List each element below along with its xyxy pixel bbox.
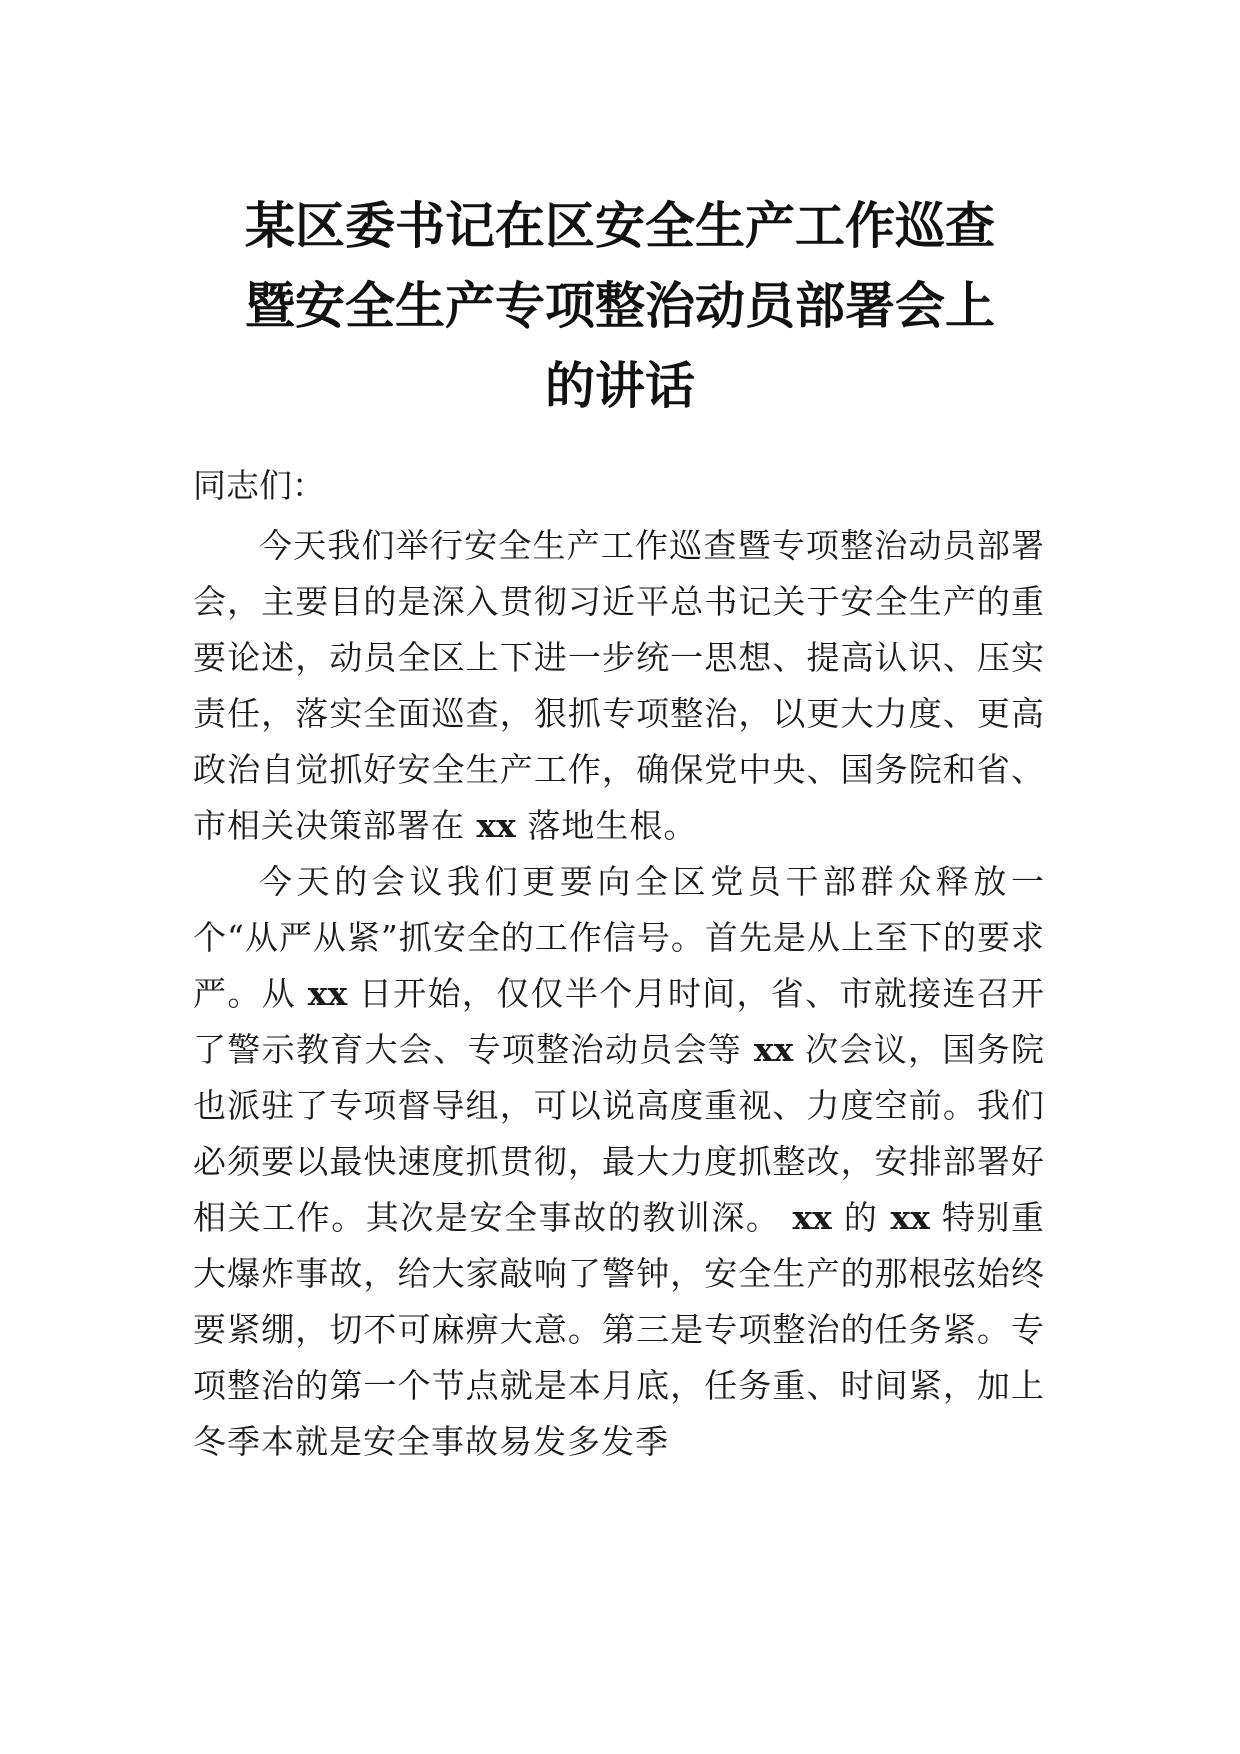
- title-line-1: 某区委书记在区安全生产工作巡查: [245, 197, 995, 255]
- document-title: [150, 186, 1090, 426]
- paragraph-1: 今天我们举行安全生产工作巡查暨专项整治动员部署会，主要目的是深入贯彻习近平总书记关于安全生产的重要论述，动员全区上下进一步统一思想、提高认识、压实责任，落实全面巡查，狠抓专项整治，以更大力度、更高政治自觉抓好安全生产工作，确保党中央、国务院和省、市相关决策部署在 xx 落地生根。: [193, 526, 1045, 845]
- title-line-3: 的讲话: [545, 357, 695, 415]
- salutation: 同志们：: [193, 466, 325, 505]
- paragraph-2: 今天的会议我们更要向全区党员干部群众释放一个“从严从紧”抓安全的工作信号。首先是从上至下的要求严。从 xx 日开始，仅仅半个月时间，省、市就接连召开了警示教育大会、专项整治动员会等 xx 次会议，国务院也派驻了专项督导组，可以说高度重视、力度空前。我们必须要以最快速度抓贯彻，最大力度抓整改，安排部署好相关工作。其次是安全事故的教训深。 xx 的 xx 特别重大爆炸事故，给大家敲响了警钟，安全生产的那根弦始终要紧绷，切不可麻痹大意。第三是专项整治的任务紧。专项整治的第一个节点就是本月底，任务重、时间紧，加上冬季本就是安全事故易发多发季: [193, 862, 1046, 1461]
- title-line-2: 暨安全生产专项整治动员部署会上: [245, 277, 995, 335]
